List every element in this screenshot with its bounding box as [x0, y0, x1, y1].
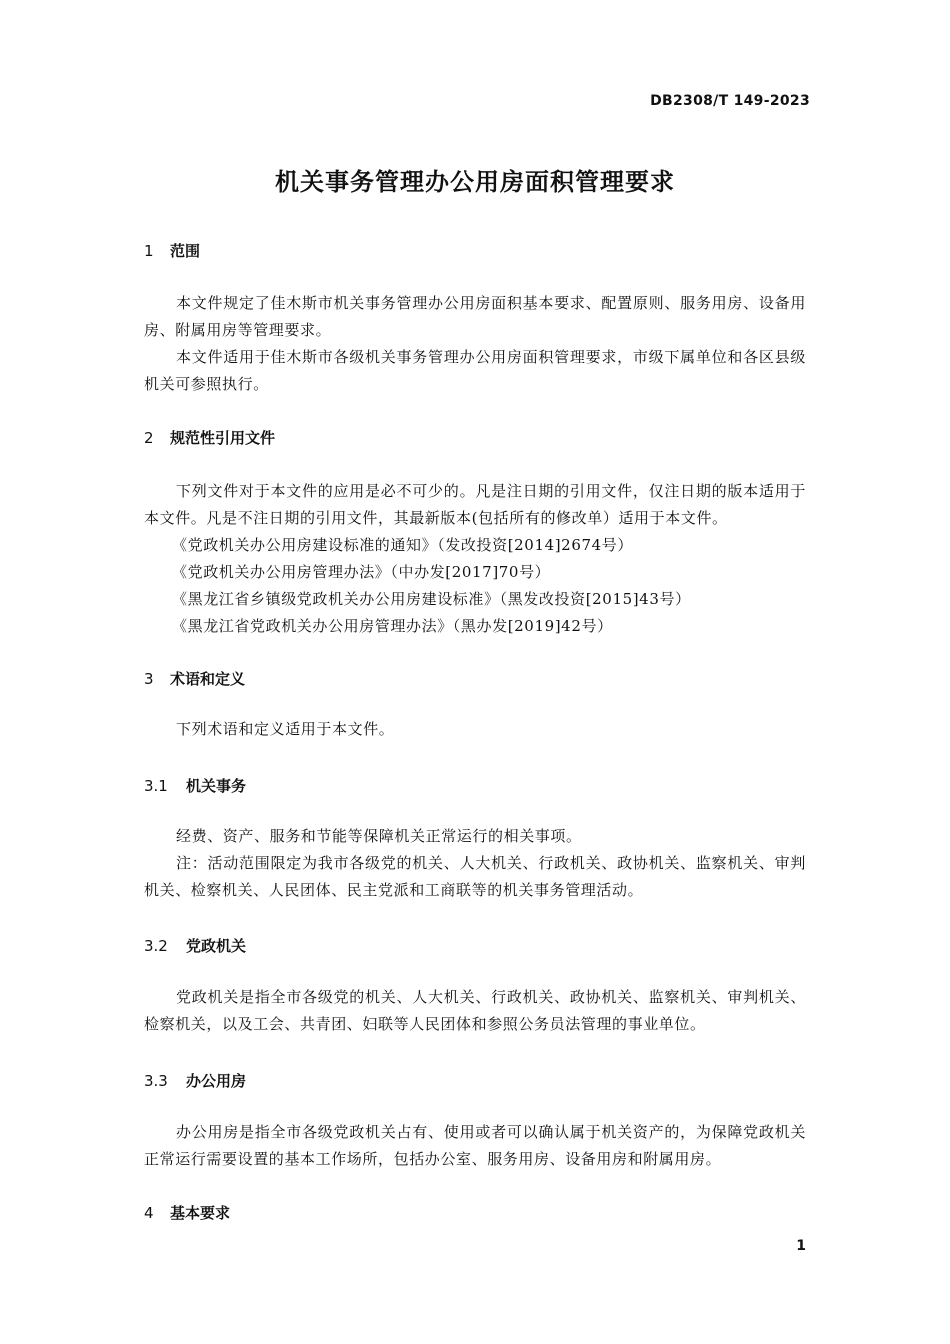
reference-item: 《黑龙江省乡镇级党政机关办公用房建设标准》（黑发改投资[2015]43号）: [172, 590, 691, 608]
section-1-heading: [144, 240, 200, 261]
section-3-heading: [144, 668, 245, 689]
paragraph: 本文件适用于佳木斯市各级机关事务管理办公用房面积管理要求，市级下属单位和各区县级机关可参照执行。: [144, 348, 806, 393]
document-code: DB2308/T 149-2023: [650, 93, 810, 109]
paragraph: 下列文件对于本文件的应用是必不可少的。凡是注日期的引用文件，仅注日期的版本适用于本文件。凡是不注日期的引用文件，其最新版本(包括所有的修改单）适用于本文件。: [144, 482, 806, 527]
section-title: 范围: [170, 242, 201, 260]
section-title: 基本要求: [170, 1204, 231, 1222]
section-title: 机关事务: [186, 777, 247, 795]
section-number: 3.2: [144, 937, 168, 955]
section-2-heading: [144, 427, 275, 448]
section-3-2-heading: [144, 935, 246, 956]
section-3-3-heading: [144, 1070, 246, 1091]
section-4-heading: [144, 1202, 230, 1223]
section-title: 办公用房: [186, 1072, 247, 1090]
reference-item: 《党政机关办公用房管理办法》（中办发[2017]70号）: [172, 563, 551, 581]
section-3-1-heading: [144, 775, 246, 796]
section-3-2-body: [144, 984, 806, 1038]
paragraph: 经费、资产、服务和节能等保障机关正常运行的相关事项。: [176, 827, 582, 845]
page-title: 机关事务管理办公用房面积管理要求: [275, 168, 675, 196]
paragraph: 下列术语和定义适用于本文件。: [176, 720, 395, 738]
reference-item: 《党政机关办公用房建设标准的通知》（发改投资[2014]2674号）: [172, 536, 633, 554]
section-title: 党政机关: [186, 937, 247, 955]
section-number: 3: [144, 670, 154, 688]
section-number: 2: [144, 429, 154, 447]
section-3-body: [144, 716, 806, 743]
paragraph: 本文件规定了佳木斯市机关事务管理办公用房面积基本要求、配置原则、服务用房、设备用房、附属用房等管理要求。: [144, 294, 806, 339]
page-number: 1: [796, 1238, 806, 1254]
section-2-body: [144, 478, 806, 640]
paragraph: 党政机关是指全市各级党的机关、人大机关、行政机关、政协机关、监察机关、审判机关、检察机关，以及工会、共青团、妇联等人民团体和参照公务员法管理的事业单位。: [144, 988, 806, 1033]
paragraph: 办公用房是指全市各级党政机关占有、使用或者可以确认属于机关资产的，为保障党政机关正常运行需要设置的基本工作场所，包括办公室、服务用房、设备用房和附属用房。: [144, 1123, 806, 1168]
section-3-3-body: [144, 1119, 806, 1173]
note-paragraph: 注：活动范围限定为我市各级党的机关、人大机关、行政机关、政协机关、监察机关、审判机关、检察机关、人民团体、民主党派和工商联等的机关事务管理活动。: [144, 854, 806, 899]
section-number: 3.3: [144, 1072, 168, 1090]
section-number: 1: [144, 242, 154, 260]
section-number: 3.1: [144, 777, 168, 795]
section-1-body: [144, 290, 806, 398]
section-number: 4: [144, 1204, 154, 1222]
reference-item: 《黑龙江省党政机关办公用房管理办法》（黑办发[2019]42号）: [172, 617, 613, 635]
section-title: 术语和定义: [170, 670, 246, 688]
section-title: 规范性引用文件: [170, 429, 276, 447]
section-3-1-body: [144, 823, 806, 904]
